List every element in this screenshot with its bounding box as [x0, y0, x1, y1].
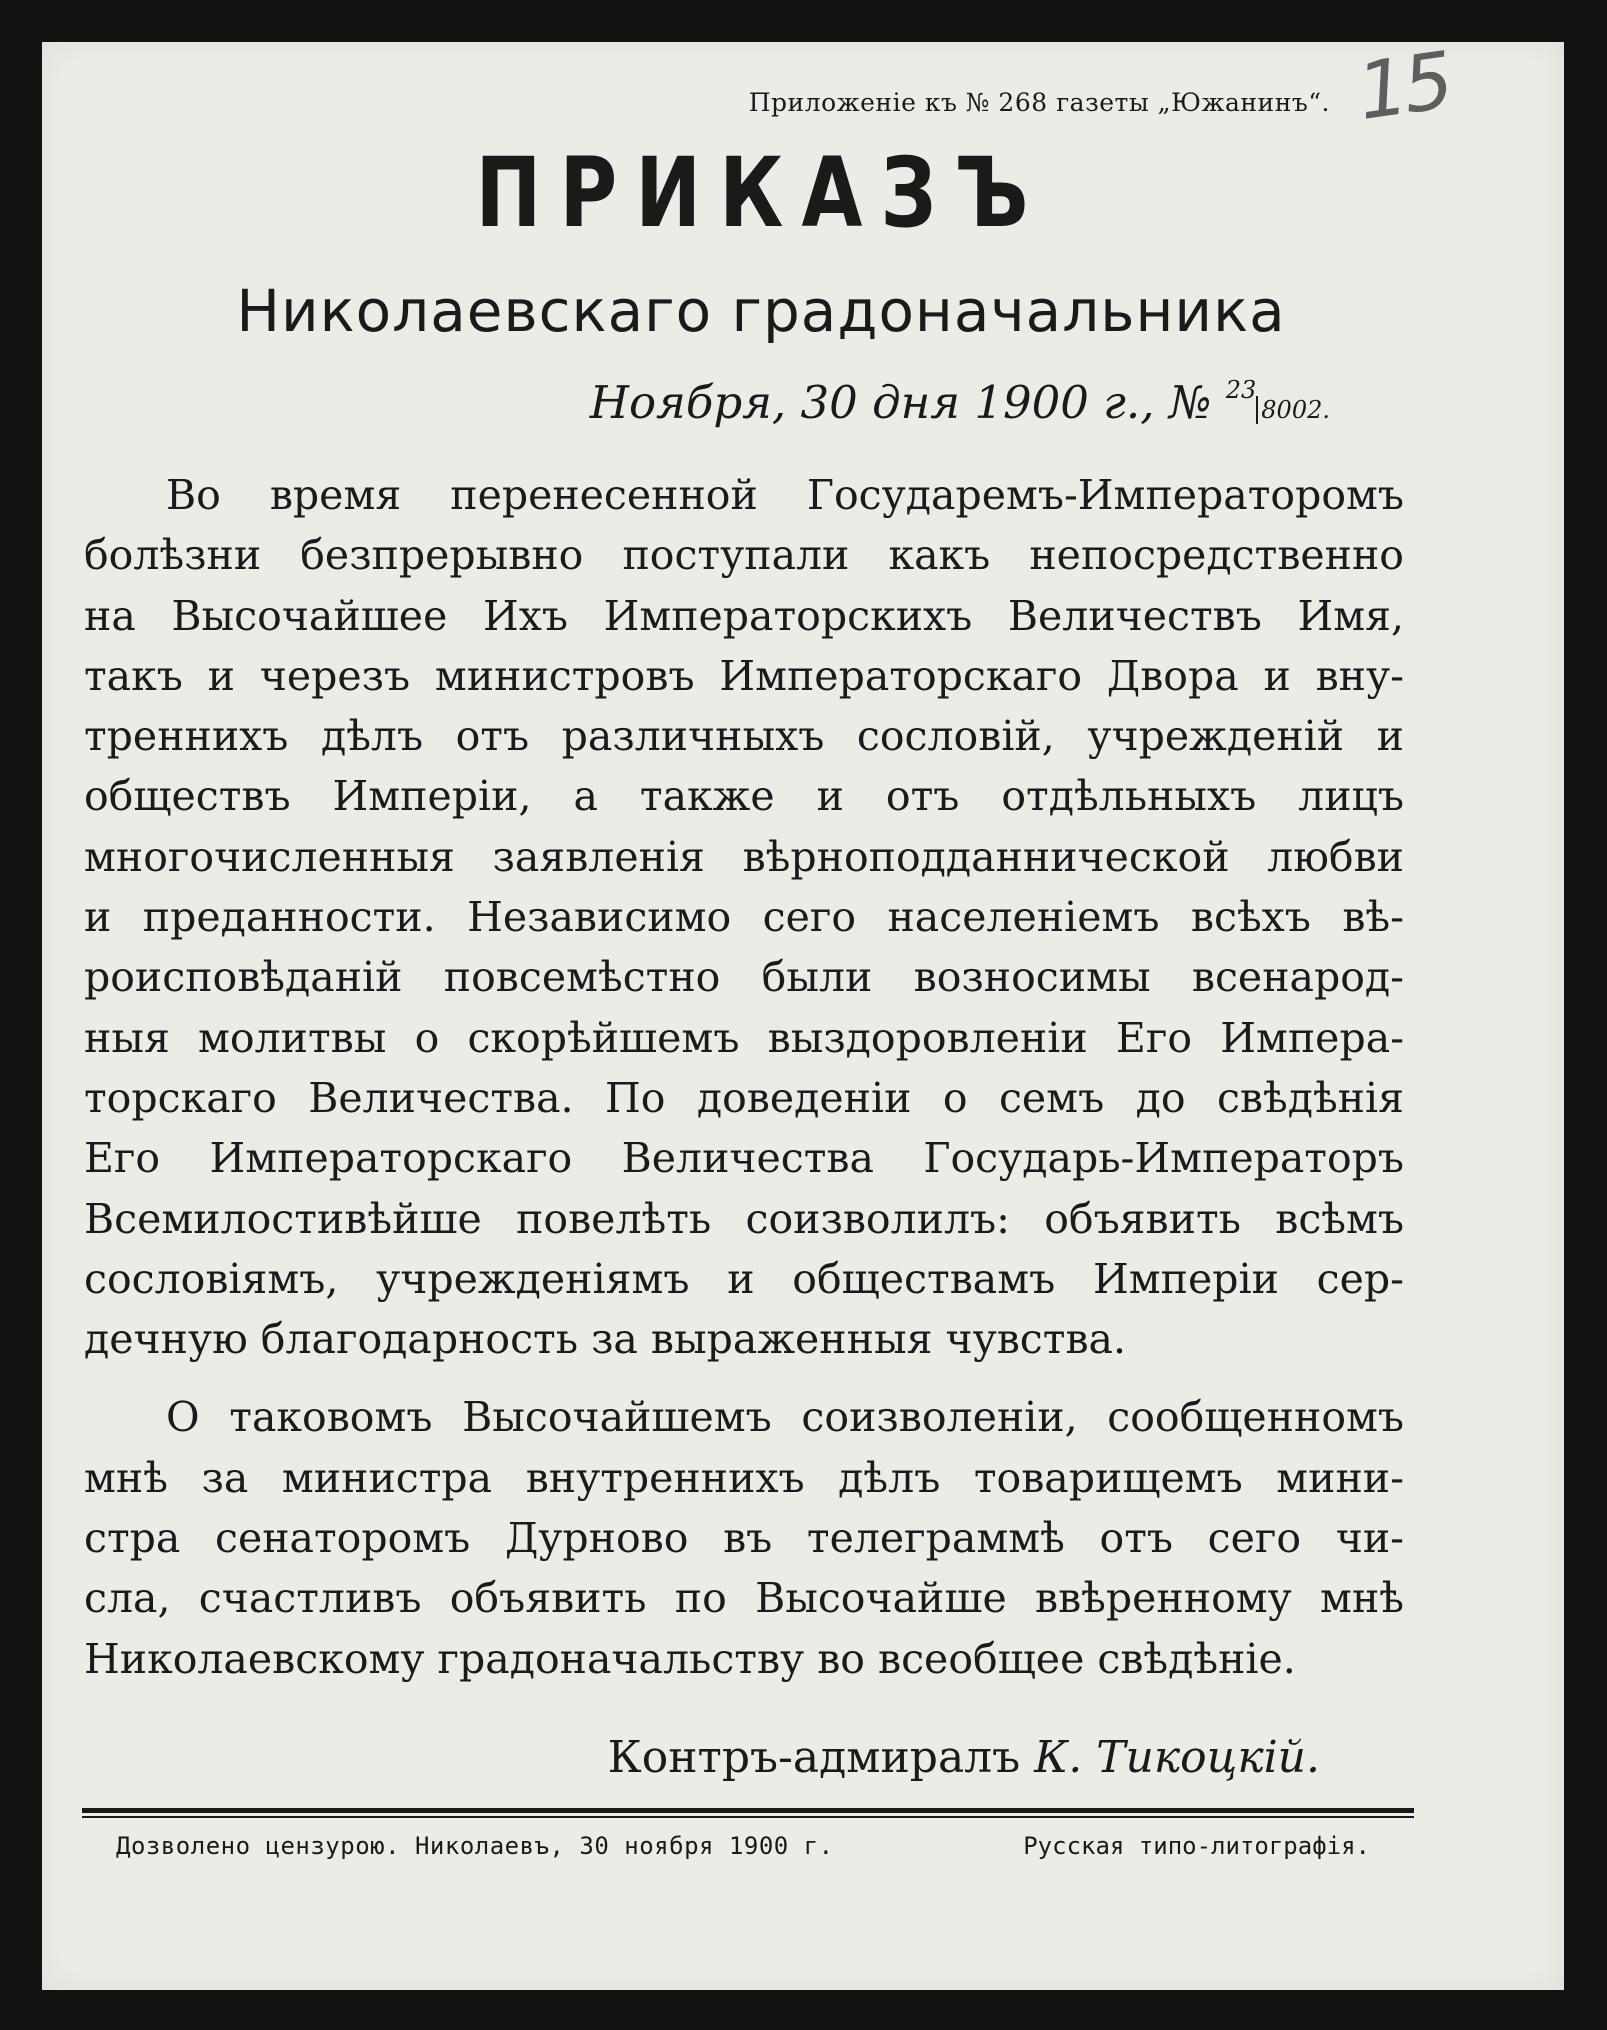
- document-title: ПРИКАЗЪ: [475, 137, 1047, 249]
- signature-name: К. Тикоцкiй.: [1034, 1732, 1320, 1783]
- paragraph-line: стра сенаторомъ Дурново въ телеграммѣ отъ сего чи-: [84, 1514, 1404, 1563]
- paragraph-line: ныя молитвы о скорѣйшемъ выздоровленiи Его Импера-: [84, 1013, 1404, 1062]
- paragraph-line: сословiямъ, учрежденiямъ и обществамъ Имперiи сер-: [84, 1254, 1404, 1303]
- newspaper-supplement-note: Приложенiе къ № 268 газеты „Южанинъ“.: [748, 88, 1330, 117]
- paragraph-line: такъ и черезъ министровъ Императорскаго Двора и вну-: [84, 651, 1404, 700]
- paragraph-line-last: дечную благодарность за выраженныя чувства.: [84, 1315, 1126, 1364]
- paragraph-line: на Высочайшее Ихъ Императорскихъ Величествъ Имя,: [84, 591, 1404, 640]
- signature-rank: Контръ-адмиралъ: [607, 1732, 1021, 1783]
- paragraph-line: сла, счастливъ объявить по Высочайше ввѣренному мнѣ: [84, 1574, 1404, 1623]
- dateline-number-top: 23: [1225, 376, 1257, 404]
- paragraph-line: многочисленныя заявленiя вѣрноподданнической любви: [84, 832, 1404, 881]
- paragraph-line: роисповѣданiй повсемѣстно были возносимы всенарод-: [84, 953, 1404, 1002]
- dateline-text: Ноября, 30 дня 1900 г., №: [589, 376, 1212, 429]
- footer-printer: Русская типо-литографiя.: [1023, 1832, 1370, 1860]
- paragraph-line: болѣзни безпрерывно поступали какъ непосредственно: [84, 531, 1404, 580]
- footer-divider-thick: [82, 1808, 1414, 1813]
- document-subtitle: Николаевскаго градоначальника: [236, 277, 1286, 345]
- paragraph-1: [84, 465, 1404, 1369]
- paragraph-line-last: Николаевскому градоначальству во всеобщее свѣдѣнiе.: [84, 1634, 1296, 1683]
- paragraph-line: Его Императорскаго Величества Государь-Императоръ: [84, 1134, 1404, 1183]
- footer-divider-thin: [82, 1816, 1414, 1818]
- footer-censor-note: Дозволено цензурою. Николаевъ, 30 ноября 1900 г.: [116, 1832, 834, 1860]
- paragraph-line: обществъ Имперiи, а также и отъ отдѣльныхъ лицъ: [84, 772, 1404, 821]
- paragraph-line: Во время перенесенной Государемъ-Императоромъ: [166, 471, 1404, 519]
- signature: [560, 1732, 1320, 1783]
- paragraph-2: [84, 1387, 1404, 1688]
- dateline: [510, 376, 1330, 429]
- dateline-number-bottom: 8002.: [1256, 396, 1330, 424]
- handwritten-archive-number: 15: [1352, 36, 1456, 138]
- document-body: [84, 465, 1404, 1689]
- paragraph-line: Всемилостивѣйше повелѣть соизволилъ: объявить всѣмъ: [84, 1194, 1404, 1243]
- paragraph-line: торскаго Величества. По доведенiи о семъ до свѣдѣнiя: [84, 1073, 1404, 1122]
- paragraph-line: О таковомъ Высочайшемъ соизволенiи, сообщенномъ: [166, 1393, 1404, 1442]
- paragraph-line: треннихъ дѣлъ отъ различныхъ сословiй, учрежденiй и: [84, 712, 1404, 761]
- paragraph-line: и преданности. Независимо сего населенiемъ всѣхъ вѣ-: [84, 893, 1404, 942]
- paragraph-line: мнѣ за министра внутреннихъ дѣлъ товарищемъ мини-: [84, 1453, 1404, 1502]
